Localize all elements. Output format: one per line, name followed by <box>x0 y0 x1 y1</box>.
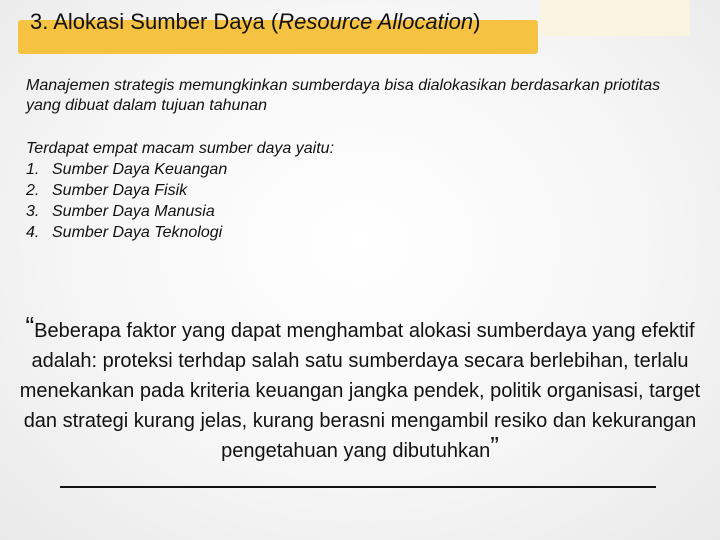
quote-close-mark: ” <box>490 431 499 461</box>
quote-body: Beberapa faktor yang dapat menghambat alokasi sumberdaya yang efektif adalah: proteksi terhdap salah satu sumberdaya secara berlebihan, terlalu menekankan pada kriteria keuangan jangka pendek, politik organisasi, target dan strategi kurang jelas, kurang berasni mengambil resiko dan kekurangan pengetahuan yang dibutuhkan <box>19 320 701 462</box>
slide-title: 3. Alokasi Sumber Daya (Resource Allocation) <box>30 9 481 34</box>
list-item: 1. Sumber Daya Keuangan <box>26 161 228 178</box>
list-heading: Terdapat empat macam sumber daya yaitu: <box>26 140 335 157</box>
strikethrough-line <box>60 486 656 488</box>
list-item: 3. Sumber Daya Manusia <box>26 203 215 220</box>
resource-list-block <box>26 138 626 243</box>
intro-text: Manajemen strategis memungkinkan sumberdaya bisa dialokasikan berdasarkan priotitas yang dibuat dalam tujuan tahunan <box>26 77 661 114</box>
list-item: 2. Sumber Daya Fisik <box>26 182 188 199</box>
quote-open-mark: “ <box>25 311 35 341</box>
title-highlight <box>540 0 690 36</box>
resource-list <box>26 159 626 243</box>
quote-text <box>10 311 710 466</box>
list-item: 4. Sumber Daya Teknologi <box>26 224 223 241</box>
